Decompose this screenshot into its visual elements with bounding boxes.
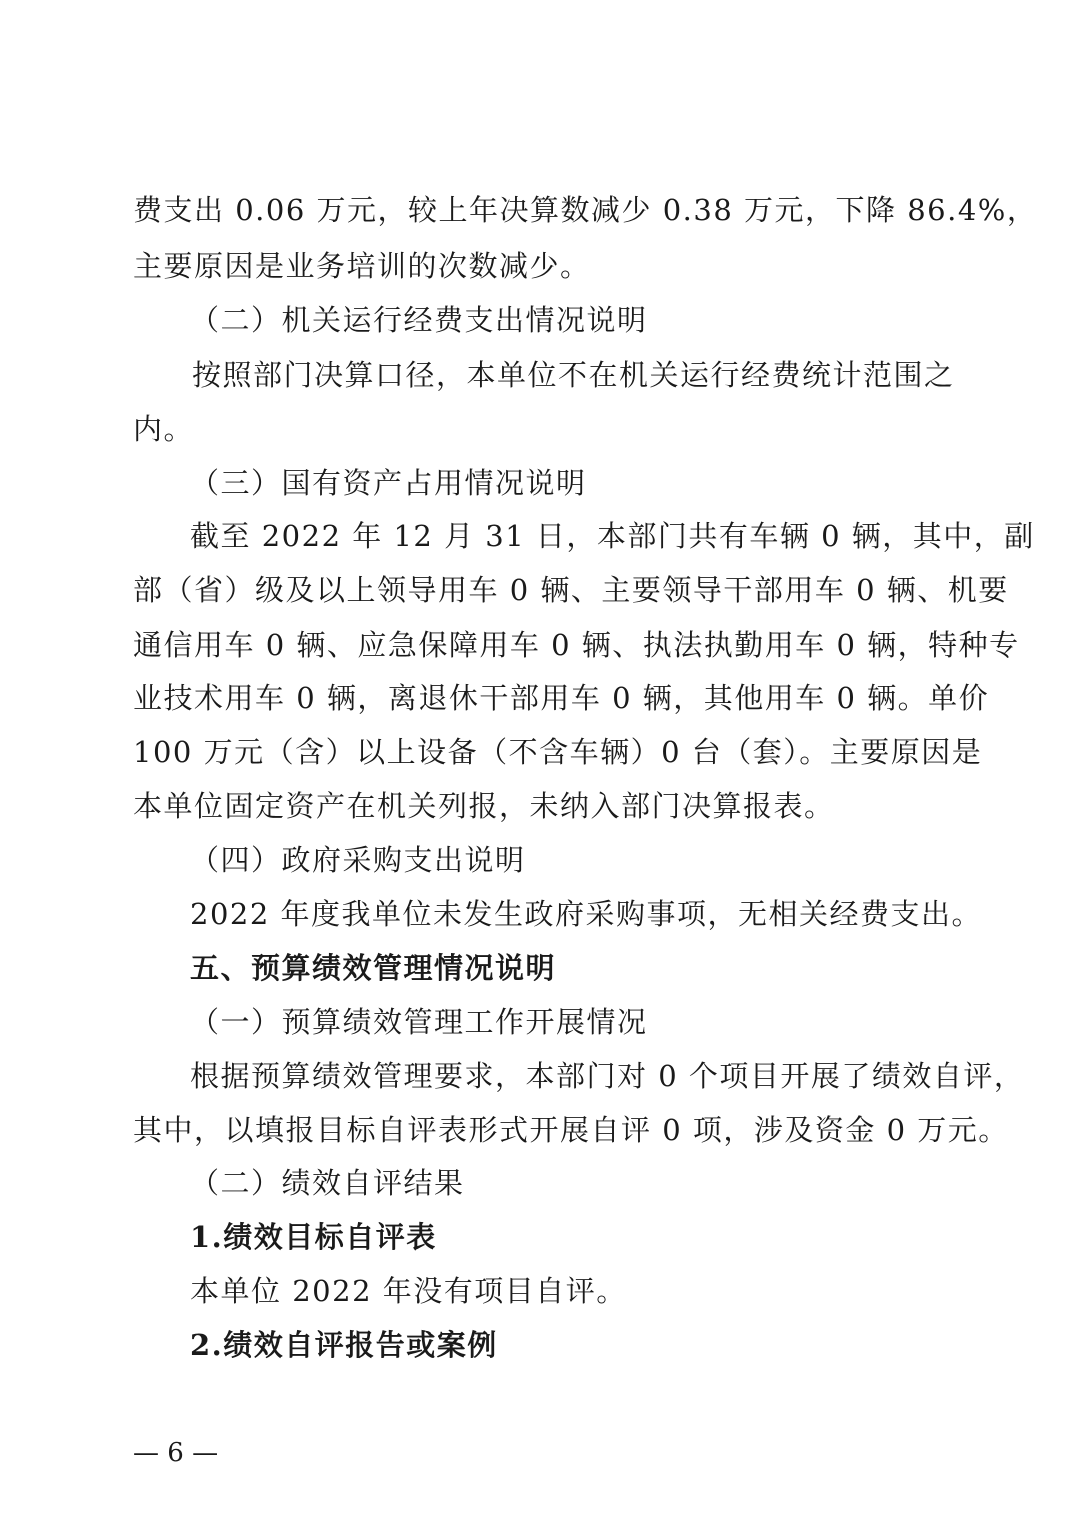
body-text-line: 本单位 2022 年没有项目自评。 (190, 1274, 627, 1308)
body-text-line: 主要原因是业务培训的次数减少。 (133, 249, 591, 283)
body-text-line: 按照部门决算口径，本单位不在机关运行经费统计范围之 (192, 358, 955, 392)
section-heading: （二）机关运行经费支出情况说明 (190, 303, 648, 337)
section-heading: （二）绩效自评结果 (190, 1166, 465, 1200)
body-text-line: 通信用车 0 辆、应急保障用车 0 辆、执法执勤用车 0 辆，特种专 (133, 628, 1020, 662)
body-text-line: 根据预算绩效管理要求，本部门对 0 个项目开展了绩效自评， (190, 1059, 1025, 1093)
body-text-line: 截至 2022 年 12 月 31 日，本部门共有车辆 0 辆，其中，副 (190, 519, 1035, 553)
body-text-line: 本单位固定资产在机关列报，未纳入部门决算报表。 (133, 789, 835, 823)
chapter-heading: 五、预算绩效管理情况说明 (190, 951, 557, 985)
body-text-line: 100 万元（含）以上设备（不含车辆）0 台（套）。主要原因是 (133, 735, 983, 769)
body-text-line: 内。 (133, 412, 195, 446)
section-heading: （一）预算绩效管理工作开展情况 (190, 1005, 648, 1039)
section-heading: （三）国有资产占用情况说明 (190, 466, 587, 500)
body-text-line: 费支出 0.06 万元，较上年决算数减少 0.38 万元，下降 86.4%， (133, 193, 1038, 227)
subsection-heading: 1.绩效目标自评表 (190, 1220, 437, 1254)
body-text-line: 2022 年度我单位未发生政府采购事项，无相关经费支出。 (190, 897, 983, 931)
body-text-line: 业技术用车 0 辆，离退休干部用车 0 辆，其他用车 0 辆。单价 (133, 681, 990, 715)
subsection-heading: 2.绩效自评报告或案例 (190, 1328, 498, 1362)
section-heading: （四）政府采购支出说明 (190, 843, 526, 877)
body-text-line: 其中，以填报目标自评表形式开展自评 0 项，涉及资金 0 万元。 (133, 1113, 1009, 1147)
page-number: — 6 — (133, 1438, 219, 1468)
body-text-line: 部（省）级及以上领导用车 0 辆、主要领导干部用车 0 辆、机要 (133, 573, 1009, 607)
